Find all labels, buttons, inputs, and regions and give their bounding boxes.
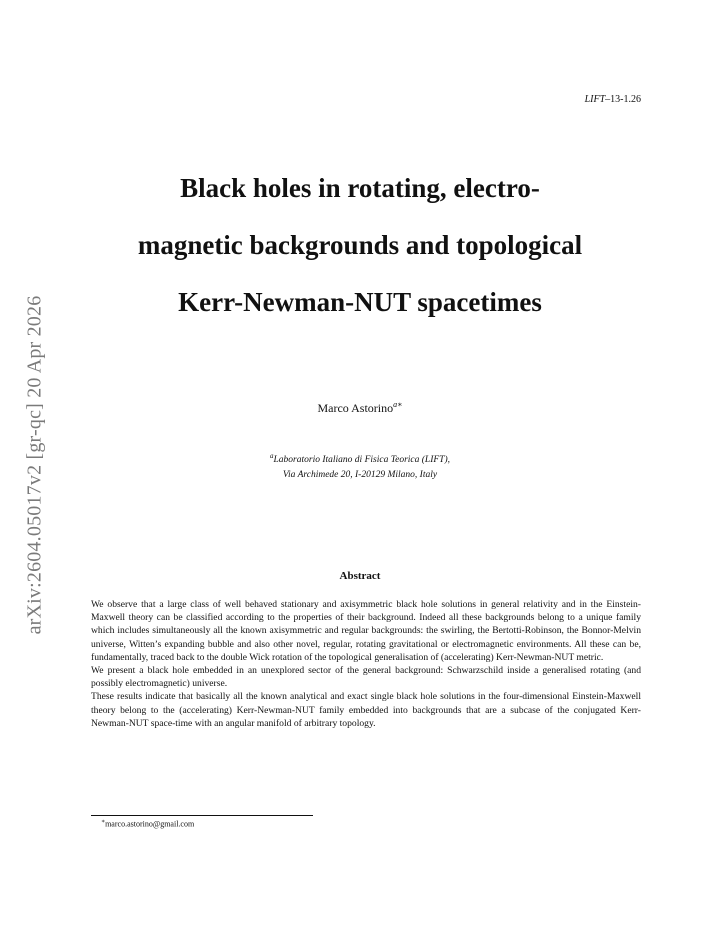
footnote-email[interactable]: marco.astorino@gmail.com (105, 819, 195, 829)
arxiv-stamp: arXiv:2604.05017v2 [gr-qc] 20 Apr 2026 (23, 295, 46, 635)
author-mark: a∗ (393, 400, 403, 409)
abstract-body (91, 598, 641, 730)
preprint-label: LIFT (584, 94, 606, 105)
author-name: Marco Astorino (317, 401, 394, 415)
title-line: magnetic backgrounds and topological (137, 230, 583, 260)
paper-title (80, 160, 640, 331)
footnote (101, 818, 194, 829)
preprint-number (585, 94, 641, 105)
footnote-rule (91, 815, 313, 816)
abstract-paragraph: We present a black hole embedded in an unexplored sector of the general background: Schwarzschild inside a generalised rotating (and possibly electromagnetic) universe. (91, 665, 641, 690)
title-line: Kerr-Newman-NUT spacetimes (178, 287, 542, 317)
affiliation-line1: Laboratorio Italiano di Fisica Teorica (LIFT), (273, 455, 450, 466)
footnote-mark: ∗ (101, 819, 106, 825)
abstract-heading: Abstract (339, 570, 381, 582)
affiliation-line2: Via Archimede 20, I-20129 Milano, Italy (282, 470, 438, 481)
title-line: Black holes in rotating, electro- (180, 173, 540, 203)
abstract-paragraph: We observe that a large class of well behaved stationary and axisymmetric black hole solutions in general relativity and in the Einstein-Maxwell theory can be classified according to the properties of their background. Indeed all these backgrounds belong to a unique family which includes simultaneously all the known axisymmetric and regular backgrounds: the swirling, the Bertotti-Robinson, the Bonnor-Melvin universe, Witten’s expanding bubble and also other novel, regular, rotating gravitational or electromagnetic environments. All these can be, fundamentally, traced back to the double Wick rotation of the topological generalisation of (accelerating) Kerr-Newman-NUT metric. (91, 599, 641, 663)
affiliation (0, 449, 720, 483)
affiliation-mark: a (270, 452, 274, 460)
abstract-paragraph: These results indicate that basically all the known analytical and exact single black hole solutions in the four-dimensional Einstein-Maxwell theory belong to the (accelerating) Kerr-Newman-NUT family embedded into backgrounds that are a subcase of the conjugated Kerr-Newman-NUT space-time with an angular manifold of arbitrary topology. (91, 691, 641, 729)
author (0, 400, 720, 416)
preprint-code: –13-1.26 (605, 94, 641, 105)
